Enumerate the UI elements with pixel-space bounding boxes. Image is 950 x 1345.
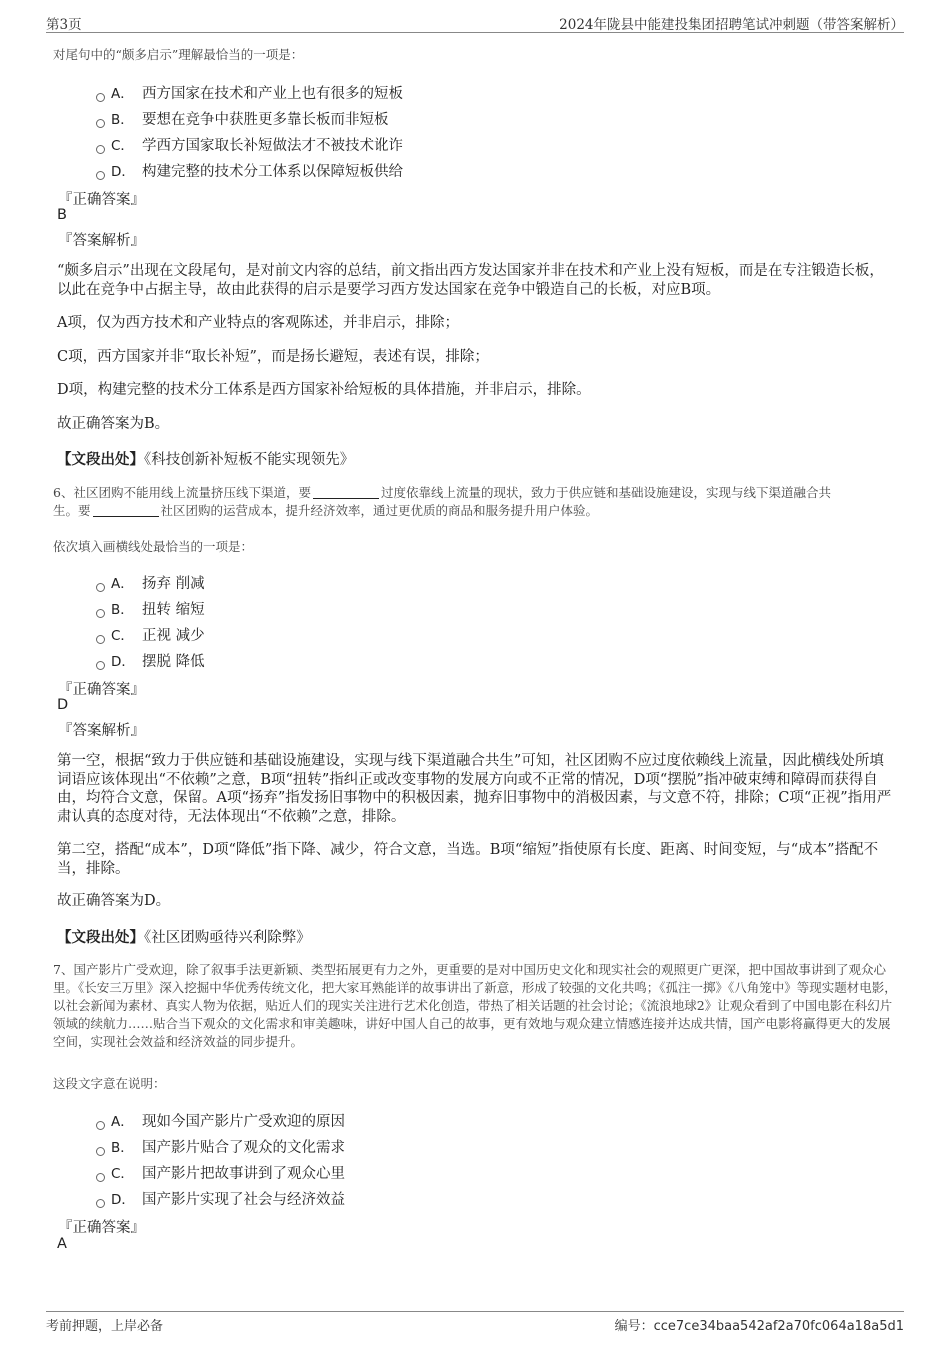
- q5-option-a[interactable]: A． 西方国家在技术和产业上也有很多的短板: [96, 82, 403, 103]
- q7-answer-tag: 『正确答案』: [58, 1220, 145, 1236]
- q5-analysis-p5: 故正确答案为B。: [57, 416, 170, 432]
- footer-code: 编号：cce7ce34baa542af2a70fc064a18a5d1: [614, 1319, 904, 1334]
- radio-icon[interactable]: [96, 93, 105, 102]
- q5-analysis-p1: “颇多启示”出现在文段尾句，是对前文内容的总结，前文指出西方发达国家并非在技术和产业上没有短板，而是在专注锻造长板，以此在竞争中占据主导，故由此获得的启示是要学习西方发达国家在竞争中锻造自己的长板，对应B项。: [57, 263, 884, 298]
- source-title: 《社区团购亟待兴利除弊》: [144, 930, 311, 946]
- q5-analysis-p2: A项，仅为西方技术和产业特点的客观陈述，并非启示，排除；: [57, 315, 459, 331]
- radio-icon[interactable]: [96, 1199, 105, 1208]
- radio-icon[interactable]: [96, 661, 105, 670]
- q5-analysis-tag: 『答案解析』: [58, 233, 145, 249]
- q6-analysis-tag: 『答案解析』: [58, 723, 145, 739]
- q5-option-d[interactable]: D． 构建完整的技术分工体系以保障短板供给: [96, 160, 403, 181]
- radio-icon[interactable]: [96, 635, 105, 644]
- radio-icon[interactable]: [96, 145, 105, 154]
- q6-option-a[interactable]: A． 扬弃 削减: [96, 572, 205, 593]
- blank-1: [313, 486, 379, 499]
- q6-option-c[interactable]: C． 正视 减少: [96, 624, 205, 645]
- q6-source: [57, 926, 311, 947]
- source-title: 《科技创新补短板不能实现领先》: [144, 452, 355, 468]
- radio-icon[interactable]: [96, 1121, 105, 1130]
- q7-option-d[interactable]: D． 国产影片实现了社会与经济效益: [96, 1188, 345, 1209]
- q7-prompt: 这段文字意在说明：: [53, 1076, 166, 1091]
- footer-slogan: 考前押题，上岸必备: [46, 1319, 164, 1334]
- q6-analysis-p3: 故正确答案为D。: [57, 893, 171, 909]
- q6-prompt: 依次填入画横线处最恰当的一项是：: [53, 539, 254, 554]
- page-number: 第3页: [46, 17, 82, 33]
- q6-option-b[interactable]: B． 扭转 缩短: [96, 598, 205, 619]
- source-label: 【文段出处】: [57, 929, 144, 946]
- q6-analysis-p2: 第二空，搭配“成本”，D项“降低”指下降、减少，符合文意，当选。B项“缩短”指使原有长度、距离、时间变短，与“成本”搭配不当，排除。: [57, 842, 879, 877]
- document-code: cce7ce34baa542af2a70fc064a18a5d1: [653, 1319, 904, 1334]
- q5-analysis-p3: C项，西方国家并非“取长补短”，而是扬长避短，表述有误，排除；: [57, 349, 489, 365]
- q6-stem: 6、社区团购不能用线上流量挤压线下渠道，要 过度依靠线上流量的现状，致力于供应链和基础设施建设，实现与线下渠道融合共 生。要 社区团购的运营成本，提升经济效率，通过更优质的商品和服务提升用户体验。: [53, 485, 831, 518]
- q7-option-b[interactable]: B． 国产影片贴合了观众的文化需求: [96, 1136, 345, 1157]
- q5-source: [57, 448, 354, 469]
- q5-answer: B: [57, 207, 67, 223]
- radio-icon[interactable]: [96, 583, 105, 592]
- document-title: 2024年陇县中能建投集团招聘笔试冲刺题（带答案解析）: [559, 17, 904, 33]
- q7-stem: 7、国产影片广受欢迎，除了叙事手法更新颖、类型拓展更有力之外，更重要的是对中国历史文化和现实社会的观照更广更深，把中国故事讲到了观众心里。《长安三万里》深入挖掘中华优秀传统文化，把大家耳熟能详的故事讲出了新意，形成了较强的文化共鸣；《孤注一掷》《八角笼中》等现实题材电影，以社会新闻为素材、真实人物为依据，贴近人们的现实关注进行艺术化创造，带热了相关话题的社会讨论；《流浪地球2》让观众看到了中国电影在科幻片领域的续航力……贴合当下观众的文化需求和审美趣味，讲好中国人自己的故事，更有效地与观众建立情感连接并达成共情，国产电影将赢得更大的发展空间，实现社会效益和经济效益的同步提升。: [53, 962, 897, 1049]
- page-header: [46, 10, 904, 33]
- q5-option-b[interactable]: B． 要想在竞争中获胜更多靠长板而非短板: [96, 108, 389, 129]
- q5-stem: 对尾句中的“颇多启示”理解最恰当的一项是：: [53, 47, 304, 62]
- q7-answer: A: [57, 1236, 67, 1252]
- source-label: 【文段出处】: [57, 451, 144, 468]
- q6-option-d[interactable]: D． 摆脱 降低: [96, 650, 205, 671]
- q6-answer: D: [57, 697, 69, 713]
- q5-answer-tag: 『正确答案』: [58, 192, 145, 208]
- page-footer: [46, 1311, 904, 1338]
- radio-icon[interactable]: [96, 119, 105, 128]
- q5-option-c[interactable]: C． 学西方国家取长补短做法才不被技术讹诈: [96, 134, 403, 155]
- q6-answer-tag: 『正确答案』: [58, 682, 145, 698]
- q7-option-c[interactable]: C． 国产影片把故事讲到了观众心里: [96, 1162, 345, 1183]
- radio-icon[interactable]: [96, 171, 105, 180]
- q5-analysis-p4: D项，构建完整的技术分工体系是西方国家补给短板的具体措施，并非启示，排除。: [57, 382, 591, 398]
- radio-icon[interactable]: [96, 609, 105, 618]
- blank-2: [93, 504, 159, 517]
- q6-analysis-p1: 第一空，根据“致力于供应链和基础设施建设，实现与线下渠道融合共生”可知，社区团购不应过度依赖线上流量，因此横线处所填词语应该体现出“不依赖”之意，B项“扭转”指纠正或改变事物的发展方向或不正常的情况，D项“摆脱”指冲破束缚和障碍而获得自由，均符合文意，保留。A项“扬弃”指发扬旧事物中的积极因素，抛弃旧事物中的消极因素，与文意不符，排除；C项“正视”指用严肃认真的态度对待，无法体现出“不依赖”之意，排除。: [57, 753, 892, 825]
- radio-icon[interactable]: [96, 1173, 105, 1182]
- q7-option-a[interactable]: A． 现如今国产影片广受欢迎的原因: [96, 1110, 345, 1131]
- radio-icon[interactable]: [96, 1147, 105, 1156]
